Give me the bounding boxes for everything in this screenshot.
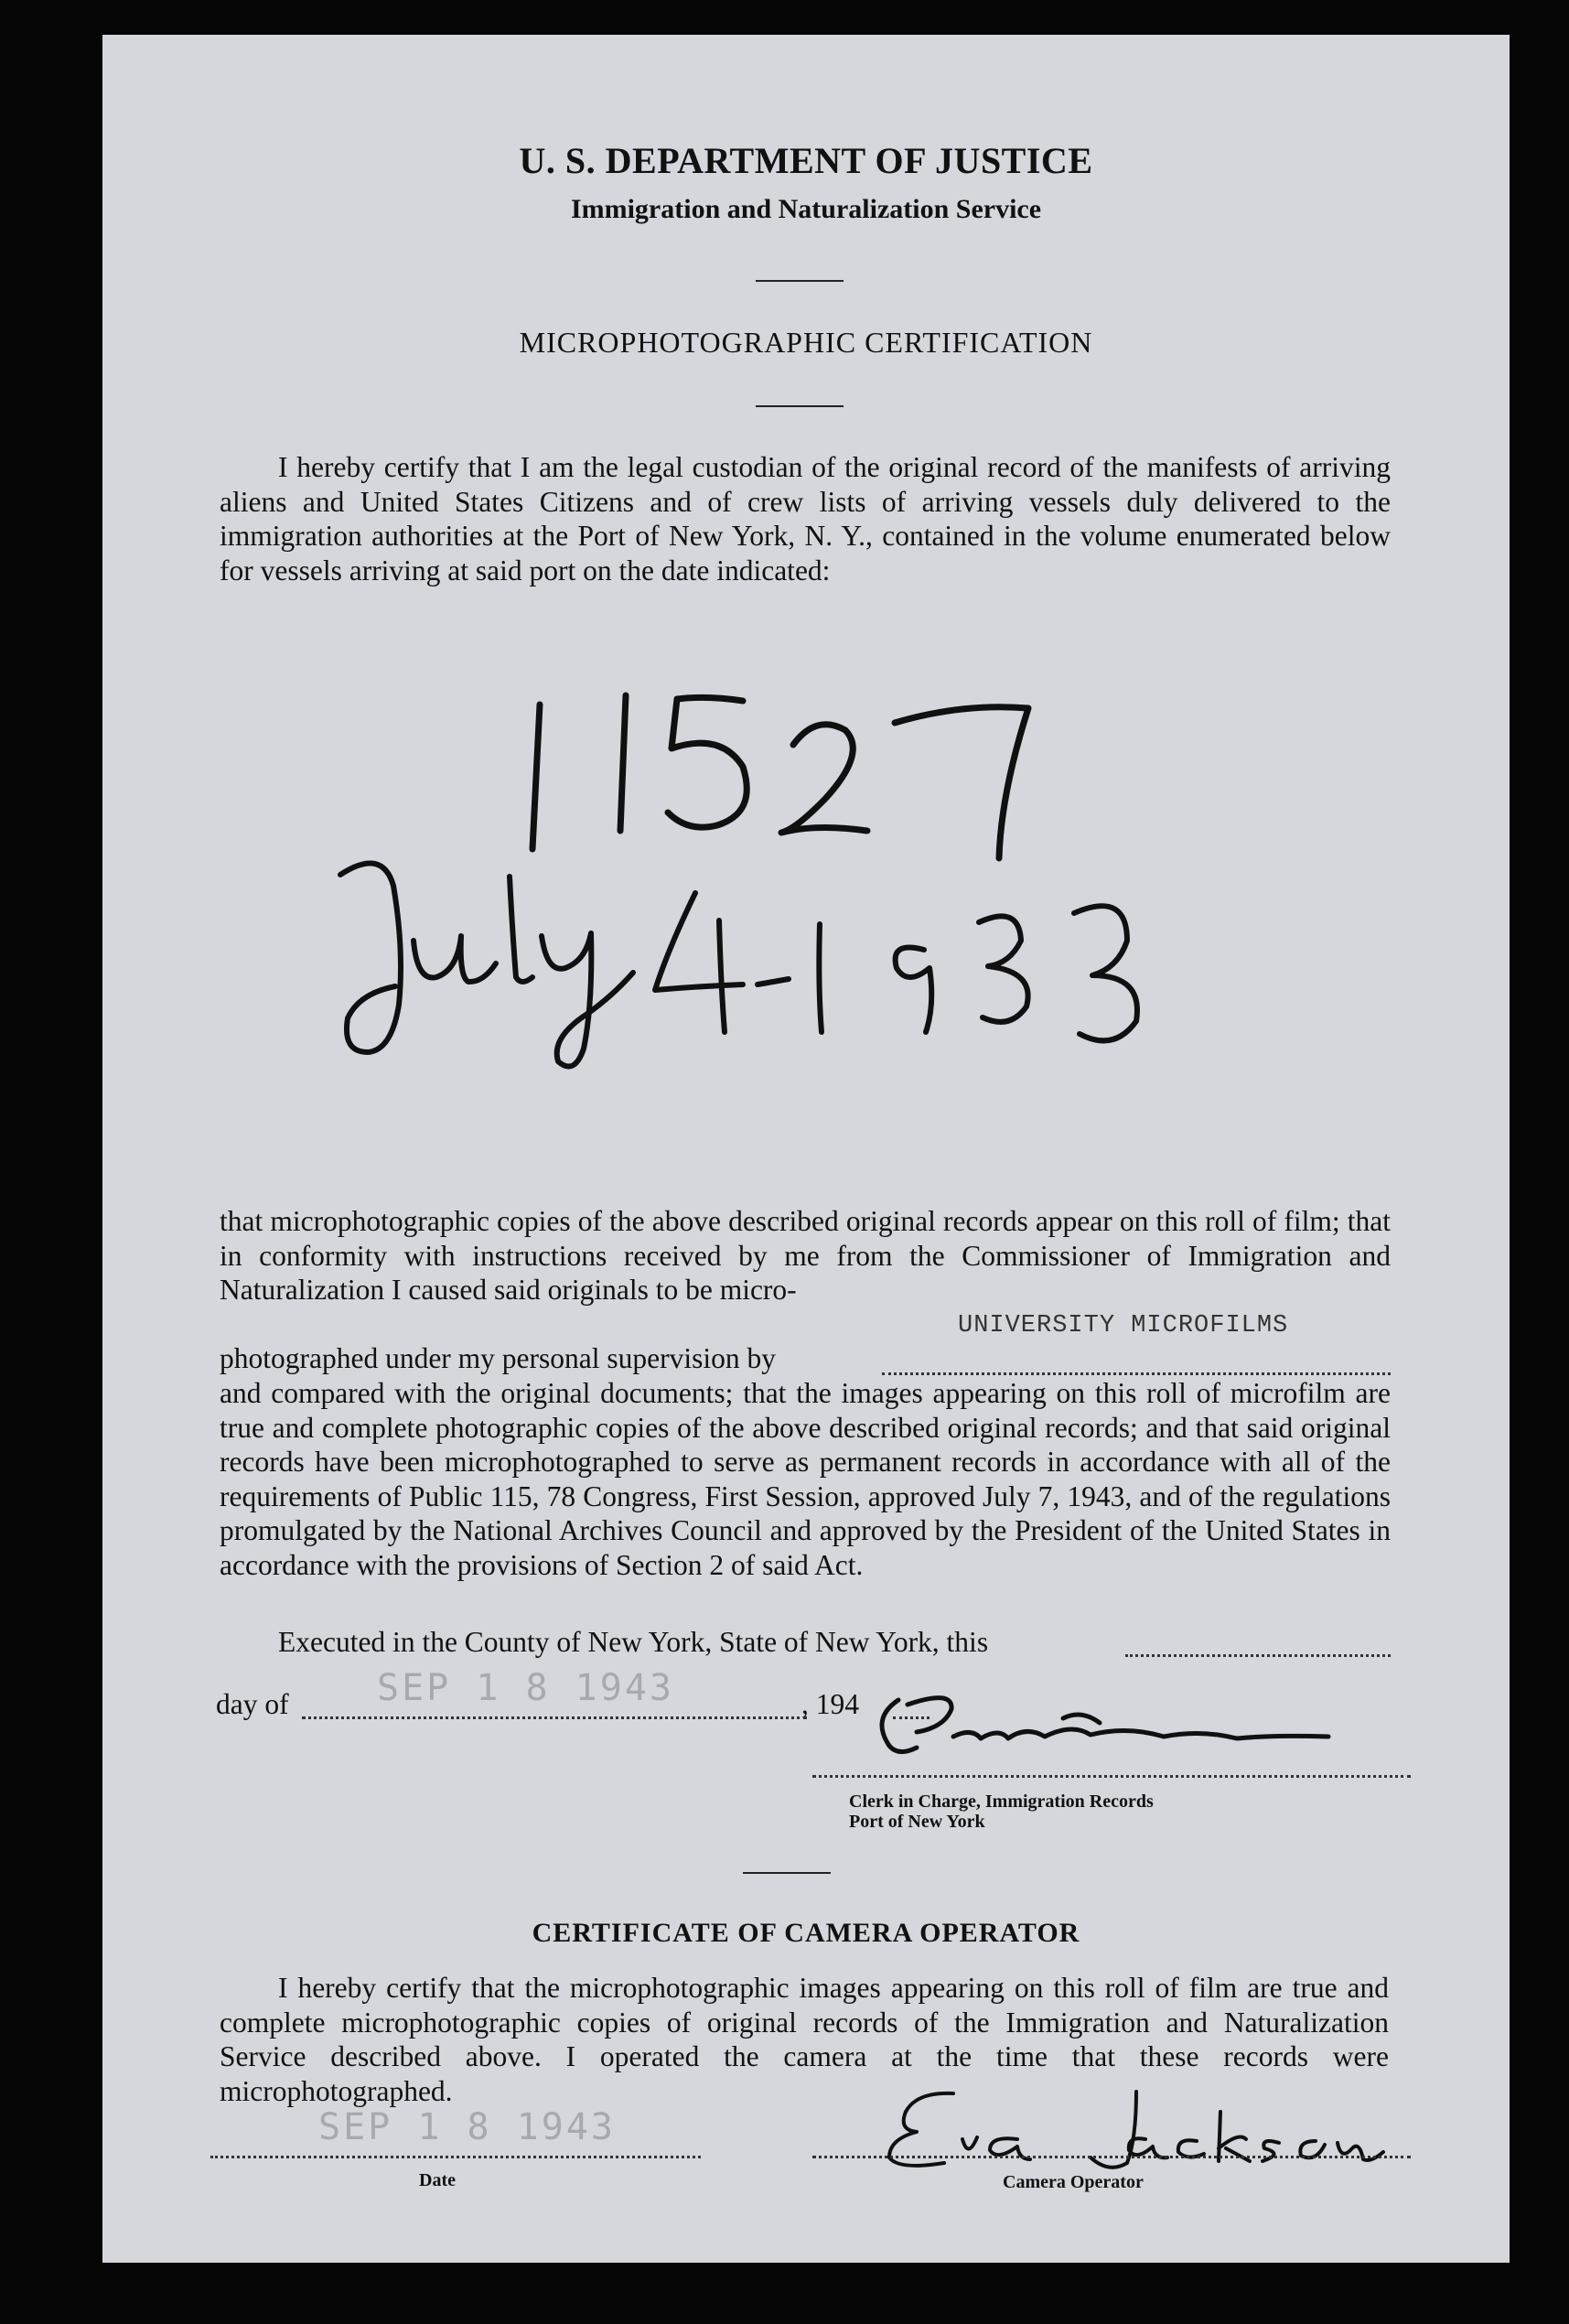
- camera-date-stamp: SEP 1 8 1943: [318, 2106, 616, 2148]
- photographer-name: UNIVERSITY MICROFILMS: [958, 1312, 1289, 1340]
- handwritten-arrival-date: [340, 864, 1137, 1067]
- clerk-title-line1: Clerk in Charge, Immigration Records: [849, 1791, 1154, 1812]
- operator-label: Camera Operator: [1003, 2172, 1144, 2192]
- operator-signature: [862, 2075, 1411, 2176]
- clerk-title: [849, 1791, 1154, 1832]
- date-signature-line: [210, 2156, 701, 2158]
- clerk-title-line2: Port of New York: [849, 1812, 985, 1832]
- intro-paragraph: I hereby certify that I am the legal custodian of the original record of the manifests of arriving aliens and United States Citizens and of crew lists of arriving vessels duly delivered to the immigration authorities at the Port of New York, N. Y., contained in the volume enumerated below for vessels arriving at said port on the date indicated:: [220, 451, 1391, 586]
- certificate-page: [102, 35, 1510, 2263]
- handwritten-volume-number: [532, 695, 1028, 858]
- day-of-label: day of: [216, 1688, 289, 1720]
- supervision-line: photographed under my personal supervision by: [220, 1342, 777, 1374]
- date-stamp: SEP 1 8 1943: [377, 1667, 674, 1709]
- handwritten-entry: [102, 35, 1510, 1169]
- body-paragraph-part1: that microphotographic copies of the above described original records appear on this roll of film; that in conformity with instructions received by me from the Commissioner of Immigration and Naturalization I caused said originals to be micro-: [220, 1205, 1391, 1306]
- body-paragraph-part2: and compared with the original documents; that the images appearing on this roll of microfilm are true and complete photographic copies of the above described original records; and that said original records have been microphotographed to serve as permanent records in accordance with all of the requirements of Public 115, 78 Congress, First Session, approved July 7, 1943, and of the regulations promulgated by the National Archives Council and approved by the President of the United States in accordance with the provisions of Section 2 of said Act.: [220, 1377, 1391, 1581]
- department-heading: U. S. DEPARTMENT OF JUSTICE: [519, 140, 1093, 181]
- photographer-blank: [882, 1372, 1391, 1375]
- clerk-signature: [853, 1682, 1420, 1773]
- camera-certificate-text: I hereby certify that the microphotographic images appearing on this roll of film are true and complete microphotographic copies of original records of the Immigration and Naturalization Service described above. I operated the camera at the time that these records were microphotographed.: [220, 1972, 1389, 2107]
- day-blank: [1125, 1654, 1391, 1657]
- date-label: Date: [419, 2170, 456, 2190]
- month-blank: [302, 1716, 807, 1719]
- service-subheading: Immigration and Naturalization Service: [570, 194, 1042, 224]
- divider: [743, 1872, 831, 1874]
- executed-line: Executed in the County of New York, State of New York, this: [278, 1626, 989, 1658]
- certification-title: MICROPHOTOGRAPHIC CERTIFICATION: [519, 326, 1093, 359]
- clerk-signature-line: [812, 1775, 1411, 1778]
- operator-signature-line: [812, 2156, 1411, 2158]
- year-prefix: , 194: [801, 1688, 859, 1720]
- camera-certificate-title: CERTIFICATE OF CAMERA OPERATOR: [532, 1918, 1080, 1948]
